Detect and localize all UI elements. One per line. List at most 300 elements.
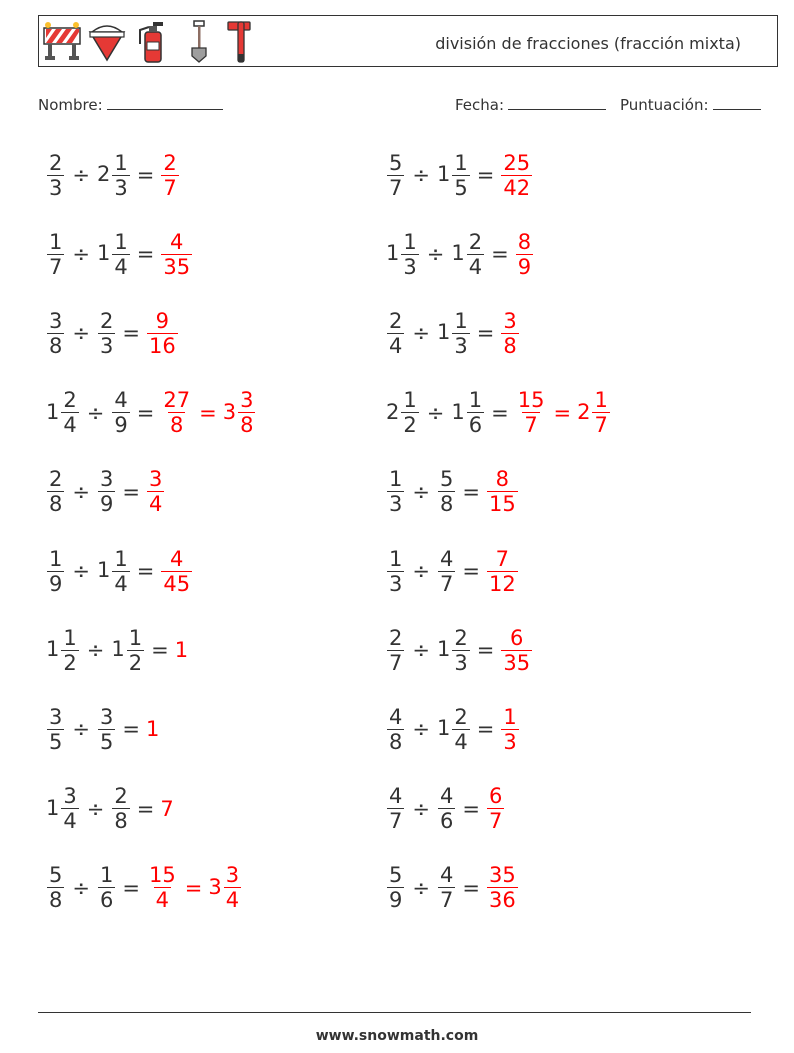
denominator: 8 (439, 492, 454, 517)
name-field[interactable] (38, 94, 223, 114)
numerator: 6 (510, 625, 524, 650)
divide-sign: ÷ (426, 242, 445, 267)
road-barrier-icon (42, 18, 82, 64)
fraction (387, 467, 404, 516)
fraction (98, 705, 115, 754)
problem-17 (46, 774, 175, 844)
numerator: 1 (503, 704, 517, 729)
divisor (437, 467, 456, 516)
numerator: 4 (439, 784, 454, 809)
divisor (437, 863, 456, 912)
whole-number: 1 (436, 320, 451, 345)
numerator: 8 (495, 467, 510, 492)
denominator: 4 (468, 254, 483, 279)
fraction (401, 388, 418, 437)
problem-6 (386, 298, 520, 368)
equals-sign: = (136, 796, 155, 821)
numerator: 2 (389, 625, 403, 650)
equals-sign: = (136, 163, 155, 187)
fraction (147, 467, 164, 516)
fraction (98, 863, 115, 912)
whole-number: 1 (111, 637, 125, 662)
numerator: 15 (517, 388, 545, 413)
denominator: 5 (99, 729, 114, 754)
problem-7 (46, 378, 256, 448)
numerator: 4 (114, 388, 128, 413)
denominator: 8 (49, 888, 63, 913)
fraction (47, 151, 64, 200)
fraction (61, 626, 78, 675)
answer-mixed (208, 863, 242, 912)
divide-sign: ÷ (72, 163, 90, 187)
denominator: 4 (454, 729, 468, 754)
denominator: 3 (49, 175, 63, 200)
answer-equals-sign: = (553, 400, 572, 425)
denominator: 4 (114, 571, 128, 596)
problem-5 (46, 298, 179, 368)
divisor (97, 705, 116, 754)
fraction (387, 626, 404, 675)
score-blank[interactable] (713, 94, 761, 110)
numerator: 1 (99, 863, 114, 888)
answer-mixed (223, 388, 257, 437)
divide-sign: ÷ (412, 163, 430, 187)
denominator: 8 (503, 333, 517, 358)
divide-sign: ÷ (72, 321, 90, 346)
numerator: 15 (148, 863, 176, 888)
fraction (387, 547, 404, 596)
divide-sign: ÷ (72, 559, 90, 583)
dividend (46, 467, 65, 516)
fraction (47, 705, 64, 754)
equals-sign: = (136, 242, 155, 267)
numerator: 4 (439, 546, 454, 571)
dividend (386, 705, 405, 754)
denominator: 16 (148, 333, 176, 358)
dividend (46, 151, 65, 200)
denominator: 7 (389, 175, 403, 200)
numerator: 1 (49, 229, 63, 254)
dividend (46, 705, 65, 754)
equals-sign: = (462, 559, 480, 583)
numerator: 6 (488, 784, 503, 809)
numerator: 5 (439, 467, 454, 492)
whole-number: 1 (451, 399, 465, 424)
fraction (501, 705, 518, 754)
denominator: 7 (49, 254, 63, 279)
numerator: 27 (163, 388, 191, 413)
answer (160, 797, 174, 821)
numerator: 4 (170, 546, 184, 571)
whole-number: 1 (451, 241, 465, 266)
divide-sign: ÷ (86, 638, 105, 663)
dividend (46, 863, 65, 912)
answer (486, 467, 519, 516)
numerator: 3 (225, 863, 240, 888)
numerator: 2 (468, 229, 483, 254)
denominator: 4 (63, 809, 77, 834)
numerator: 1 (63, 625, 77, 650)
answer-equals-sign: = (199, 400, 217, 425)
problem-14 (386, 615, 533, 685)
fraction (47, 230, 64, 279)
answer-equals-sign: = (184, 875, 203, 900)
fraction (438, 784, 455, 833)
numerator: 3 (148, 467, 163, 492)
numerator: 3 (49, 308, 63, 333)
fraction (487, 467, 518, 516)
denominator: 3 (503, 729, 517, 754)
fraction (452, 626, 469, 675)
numerator: 1 (594, 388, 608, 413)
answer-mixed (577, 388, 611, 437)
dividend (386, 151, 405, 200)
answer (515, 230, 534, 279)
fraction (112, 151, 129, 200)
equals-sign: = (462, 796, 480, 821)
numerator: 1 (454, 150, 468, 175)
whole-number: 1 (174, 638, 189, 663)
numerator: 1 (114, 229, 128, 254)
denominator: 45 (163, 571, 191, 596)
dividend (386, 230, 420, 279)
dividend (386, 388, 420, 437)
denominator: 12 (488, 571, 516, 596)
numerator: 4 (389, 784, 403, 809)
fraction (161, 151, 178, 200)
dividend (46, 784, 80, 833)
worksheet-title: división de fracciones (fracción mixta) (435, 34, 741, 53)
problem-3 (46, 219, 193, 289)
numerator: 8 (517, 229, 532, 254)
divisor (97, 547, 131, 596)
denominator: 36 (488, 888, 516, 913)
whole-number: 1 (96, 558, 111, 582)
divisor (97, 151, 131, 200)
fraction (61, 388, 78, 437)
denominator: 4 (114, 254, 128, 279)
name-label: Nombre: (38, 96, 103, 114)
dividend (46, 230, 65, 279)
fraction (452, 151, 469, 200)
divide-sign: ÷ (412, 638, 430, 663)
numerator: 3 (63, 784, 77, 809)
equals-sign: = (476, 321, 495, 346)
problem-18 (386, 774, 505, 844)
fraction (47, 467, 64, 516)
problem-1 (46, 140, 180, 210)
denominator: 8 (170, 413, 184, 438)
date-label: Fecha: (455, 96, 505, 114)
fraction (47, 309, 64, 358)
equals-sign: = (462, 875, 480, 900)
fraction (438, 467, 455, 516)
numerator: 1 (114, 150, 128, 175)
answer (146, 467, 165, 516)
numerator: 4 (170, 229, 184, 254)
fraction (487, 547, 518, 596)
denominator: 7 (594, 413, 608, 438)
denominator: 9 (389, 888, 403, 913)
divide-sign: ÷ (412, 796, 430, 821)
numerator: 7 (495, 546, 510, 571)
divisor (451, 230, 485, 279)
divide-sign: ÷ (86, 400, 105, 425)
answer (500, 626, 533, 675)
fraction (98, 309, 115, 358)
numerator: 35 (488, 863, 516, 888)
denominator: 7 (439, 571, 454, 596)
denominator: 7 (389, 809, 403, 834)
equals-sign: = (462, 479, 480, 504)
equals-sign: = (122, 875, 140, 900)
footer-divider (38, 1012, 751, 1013)
fraction (47, 547, 64, 596)
numerator: 5 (389, 150, 403, 175)
answer (160, 230, 193, 279)
denominator: 6 (99, 888, 114, 913)
numerator: 2 (49, 467, 63, 492)
fraction (161, 547, 192, 596)
denominator: 3 (389, 571, 403, 596)
divide-sign: ÷ (86, 796, 105, 821)
denominator: 4 (225, 888, 240, 913)
numerator: 25 (503, 150, 531, 175)
divide-sign: ÷ (412, 717, 430, 742)
equals-sign: = (491, 400, 509, 425)
numerator: 1 (454, 308, 468, 333)
denominator: 5 (454, 175, 468, 200)
numerator: 3 (99, 704, 114, 729)
denominator: 8 (49, 333, 63, 358)
fraction (501, 151, 532, 200)
fraction (387, 151, 404, 200)
numerator: 4 (439, 863, 454, 888)
fraction (487, 863, 518, 912)
worksheet-header (38, 15, 778, 67)
denominator: 4 (389, 333, 403, 358)
denominator: 6 (439, 809, 454, 834)
fraction (467, 388, 484, 437)
fraction (467, 230, 484, 279)
divide-sign: ÷ (426, 400, 445, 425)
denominator: 9 (99, 492, 114, 517)
answer (500, 309, 519, 358)
divisor (437, 705, 471, 754)
fraction (147, 863, 178, 912)
numerator: 4 (389, 704, 403, 729)
answer (500, 705, 519, 754)
fraction (224, 863, 241, 912)
answer (146, 309, 179, 358)
answer (486, 547, 519, 596)
whole-number: 1 (145, 717, 160, 742)
fraction (438, 547, 455, 596)
divisor (97, 863, 116, 912)
student-fields (38, 94, 771, 118)
divisor (111, 388, 130, 437)
numerator: 1 (389, 546, 403, 571)
fraction (387, 309, 404, 358)
equals-sign: = (151, 638, 169, 663)
fraction (112, 784, 129, 833)
whole-number: 1 (436, 637, 451, 662)
denominator: 8 (114, 809, 128, 834)
dividend (386, 467, 405, 516)
numerator: 1 (468, 388, 483, 413)
numerator: 9 (155, 308, 170, 333)
denominator: 42 (503, 175, 531, 200)
numerator: 3 (99, 467, 114, 492)
divide-sign: ÷ (72, 717, 90, 742)
fraction (112, 388, 129, 437)
problem-9 (46, 457, 165, 527)
problem-15 (46, 694, 160, 764)
answer (160, 151, 179, 200)
whole-number: 2 (386, 399, 400, 424)
fraction (47, 863, 64, 912)
equals-sign: = (476, 638, 495, 663)
denominator: 5 (49, 729, 63, 754)
answer (500, 151, 533, 200)
dividend (386, 309, 405, 358)
fire-bucket-icon (87, 18, 127, 64)
numerator: 3 (240, 388, 254, 413)
date-blank[interactable] (508, 94, 606, 110)
whole-number: 1 (96, 241, 111, 266)
numerator: 1 (49, 546, 63, 571)
denominator: 7 (488, 809, 503, 834)
divide-sign: ÷ (72, 875, 90, 900)
fraction (127, 626, 144, 675)
divisor (97, 467, 116, 516)
denominator: 2 (403, 413, 417, 438)
fraction (438, 863, 455, 912)
problem-20 (386, 853, 519, 923)
answer (146, 717, 160, 741)
divisor (437, 547, 456, 596)
equals-sign: = (476, 163, 495, 187)
denominator: 6 (468, 413, 483, 438)
fraction (401, 230, 418, 279)
denominator: 9 (114, 413, 128, 438)
numerator: 2 (99, 308, 114, 333)
dividend (46, 388, 80, 437)
divide-sign: ÷ (412, 321, 430, 346)
numerator: 5 (49, 863, 63, 888)
answer (175, 638, 189, 662)
date-field[interactable] (455, 94, 606, 114)
dividend (386, 863, 405, 912)
numerator: 2 (389, 308, 403, 333)
fraction (112, 230, 129, 279)
equals-sign: = (122, 717, 140, 742)
problem-4 (386, 219, 534, 289)
dividend (386, 784, 405, 833)
denominator: 3 (114, 175, 128, 200)
denominator: 9 (49, 571, 63, 596)
dividend (46, 309, 65, 358)
denominator: 9 (517, 254, 532, 279)
shovel-icon (185, 18, 213, 64)
equals-sign: = (476, 717, 495, 742)
whole-number: 3 (208, 874, 222, 899)
equals-sign: = (122, 479, 140, 504)
dividend (386, 547, 405, 596)
denominator: 4 (155, 888, 170, 913)
numerator: 2 (63, 388, 77, 413)
whole-number: 3 (222, 399, 237, 424)
numerator: 3 (49, 704, 63, 729)
numerator: 1 (403, 229, 417, 254)
fire-axe-icon (225, 18, 255, 64)
problem-11 (46, 536, 193, 606)
denominator: 3 (403, 254, 417, 279)
equals-sign: = (122, 321, 140, 346)
denominator: 4 (63, 413, 77, 438)
fraction (61, 784, 78, 833)
equals-sign: = (136, 559, 155, 583)
answer (146, 863, 179, 912)
numerator: 5 (389, 863, 403, 888)
numerator: 2 (163, 150, 177, 175)
divisor (97, 309, 116, 358)
fraction (238, 388, 255, 437)
divisor (437, 626, 471, 675)
fraction (592, 388, 609, 437)
answer (486, 863, 519, 912)
problem-2 (386, 140, 533, 210)
numerator: 1 (114, 546, 128, 571)
divisor (437, 151, 471, 200)
divide-sign: ÷ (72, 479, 90, 504)
denominator: 7 (389, 650, 403, 675)
dividend (46, 547, 65, 596)
denominator: 8 (49, 492, 63, 517)
denominator: 8 (240, 413, 254, 438)
name-blank[interactable] (107, 94, 223, 110)
problem-8 (386, 378, 611, 448)
denominator: 7 (524, 413, 538, 438)
fraction (161, 388, 192, 437)
divisor (437, 309, 471, 358)
fraction (452, 705, 469, 754)
fraction (147, 309, 178, 358)
divisor (111, 784, 130, 833)
answer (515, 388, 548, 437)
whole-number: 1 (46, 795, 60, 820)
whole-number: 7 (160, 796, 174, 821)
numerator: 3 (503, 308, 517, 333)
fraction (387, 863, 404, 912)
denominator: 35 (163, 254, 191, 279)
whole-number: 1 (436, 162, 451, 186)
fraction (487, 784, 504, 833)
fraction (452, 309, 469, 358)
divide-sign: ÷ (412, 875, 430, 900)
denominator: 15 (488, 492, 516, 517)
fraction (501, 309, 518, 358)
fraction (387, 784, 404, 833)
denominator: 8 (389, 729, 403, 754)
whole-number: 1 (46, 399, 60, 424)
denominator: 2 (63, 650, 77, 675)
fire-extinguisher-icon (135, 18, 169, 64)
score-field[interactable] (620, 94, 761, 114)
denominator: 7 (439, 888, 454, 913)
fraction (387, 705, 404, 754)
dividend (46, 626, 80, 675)
